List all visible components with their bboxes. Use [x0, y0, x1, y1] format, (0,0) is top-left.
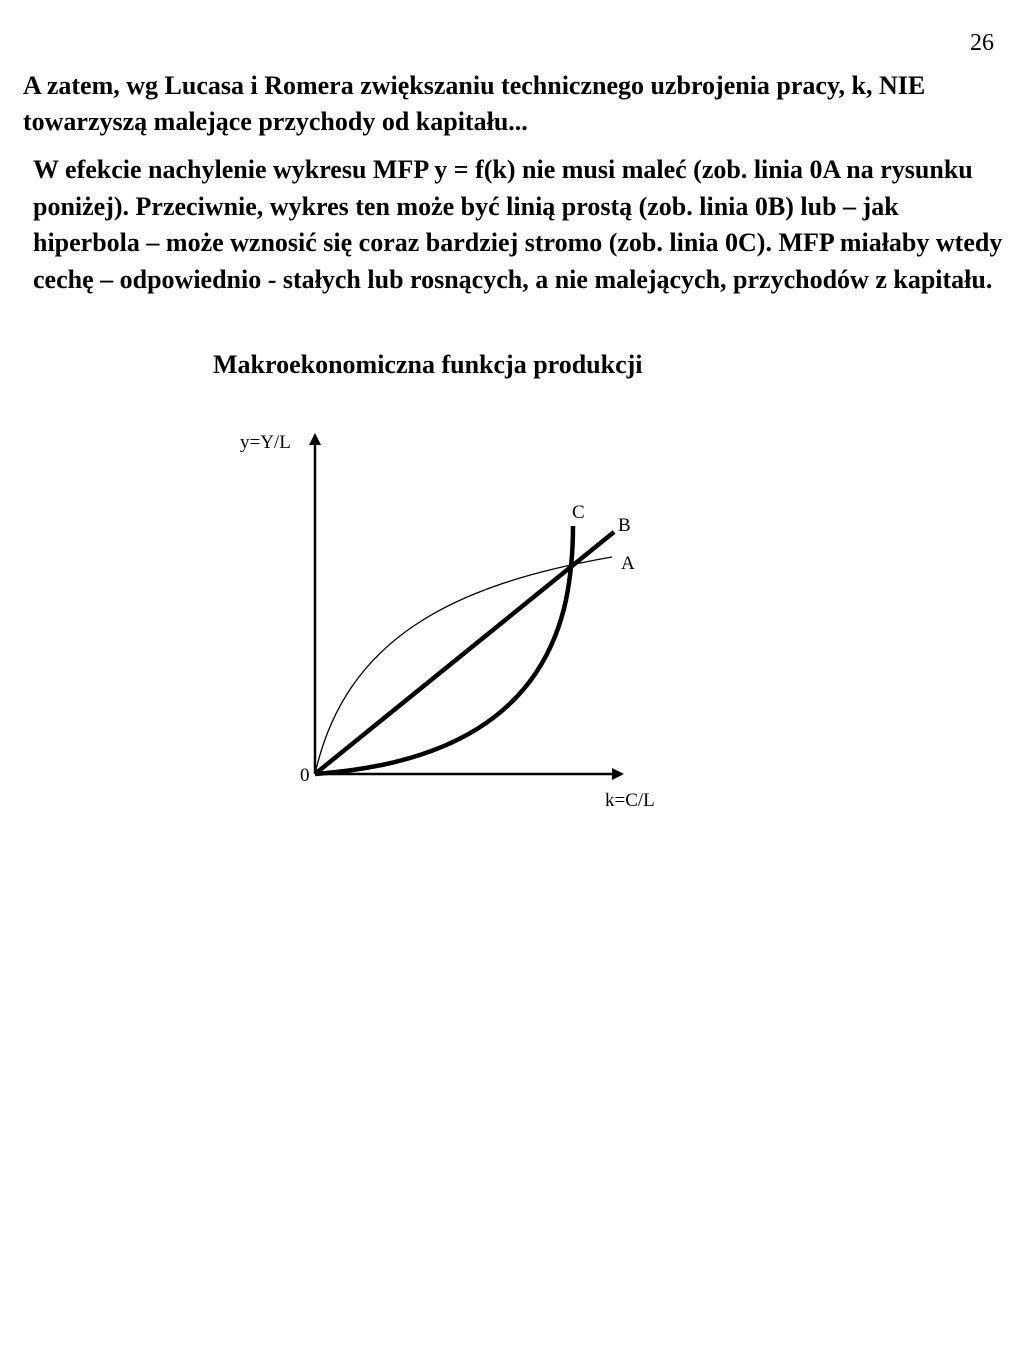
curve-c	[315, 526, 573, 774]
intro-paragraph: A zatem, wg Lucasa i Romera zwiększaniu technicznego uzbrojenia pracy, k, NIE towarzyszą malejące przychody od kapitału...	[23, 71, 926, 136]
origin-label: 0	[300, 765, 310, 786]
curve-label-a: A	[621, 553, 635, 574]
curve-label-c: C	[572, 502, 585, 523]
x-axis-label: k=C/L	[605, 790, 655, 811]
page-number: 26	[970, 30, 994, 56]
curve-label-b: B	[618, 515, 631, 536]
body-paragraph: W efekcie nachylenie wykresu MFP y = f(k) nie musi maleć (zob. linia 0A na rysunku poniżej). Przeciwnie, wykres ten może być linią prostą (zob. linia 0B) lub – jak hiperbola – może wznosić się coraz bardziej stromo (zob. linia 0C). MFP miałaby wtedy cechę – odpowiednio - stałych lub rosnących, a nie malejących, przychodów z kapitału.	[33, 155, 1003, 294]
figure-title: Makroekonomiczna funkcja produkcji	[213, 350, 643, 379]
y-axis-label: y=Y/L	[240, 432, 291, 453]
